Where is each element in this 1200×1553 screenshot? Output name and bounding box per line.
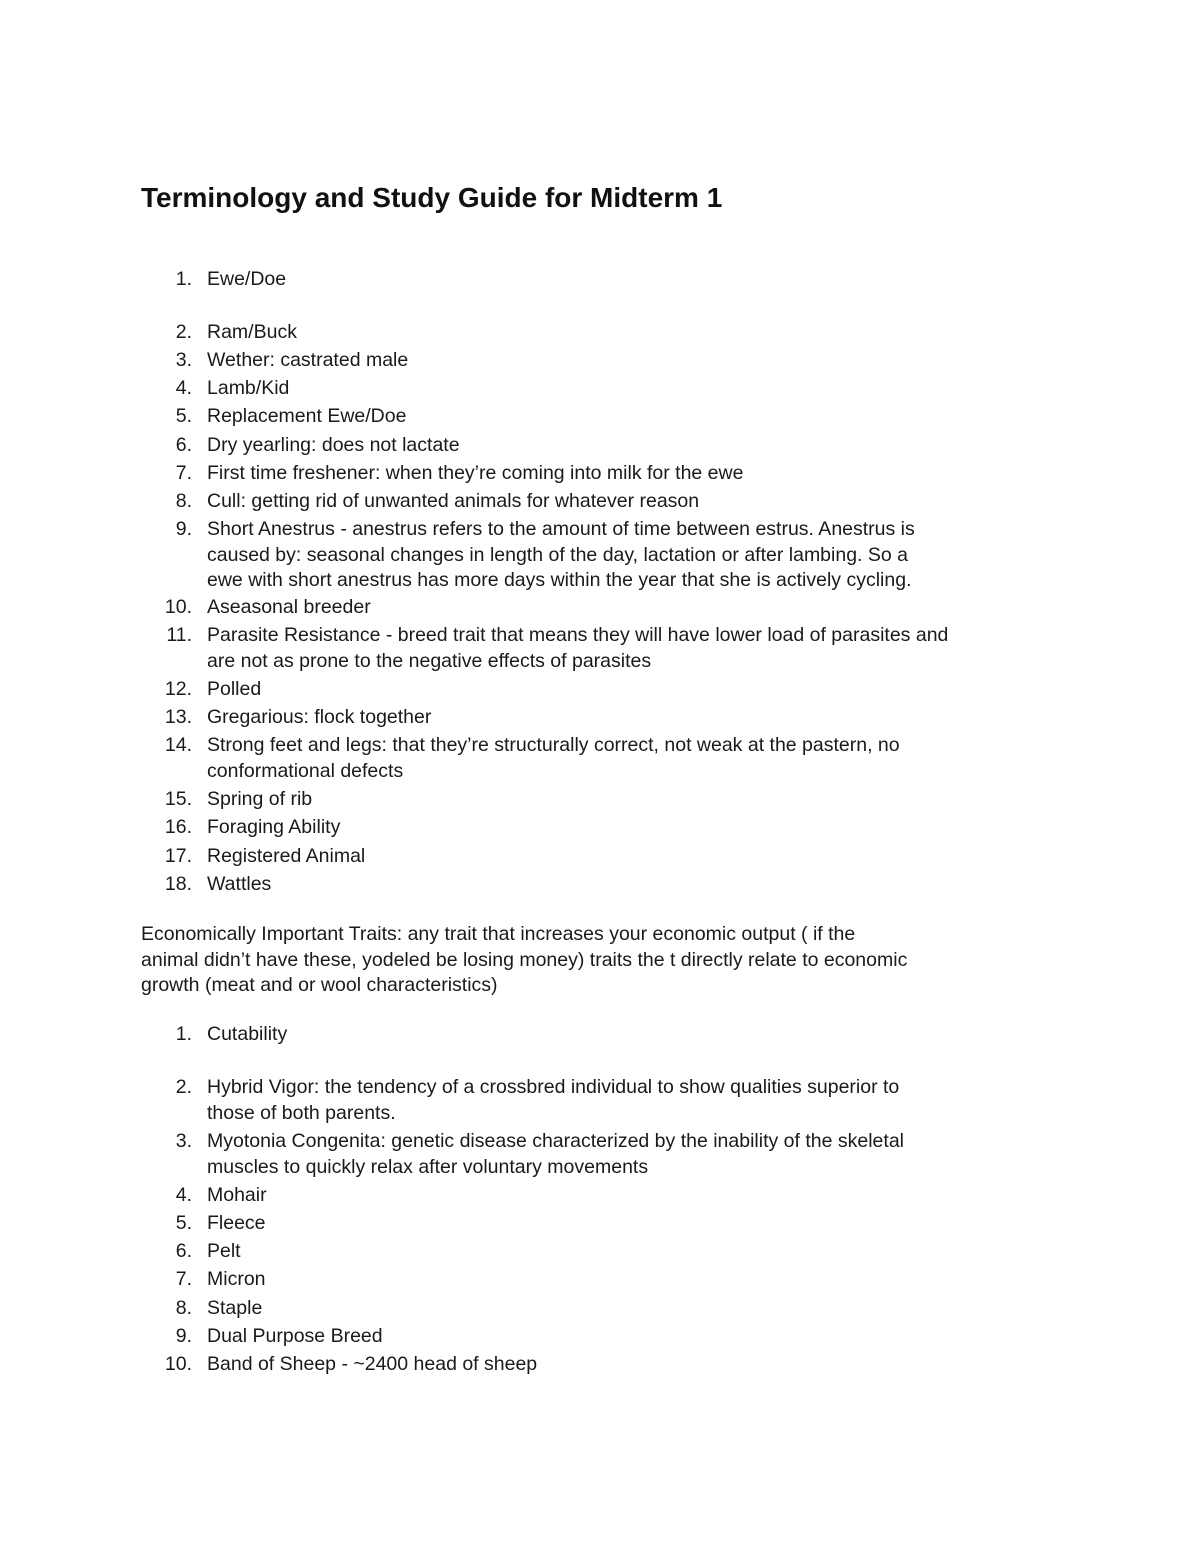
list-number: 7. — [175, 1268, 192, 1290]
list-text: Band of Sheep - ~2400 head of sheep — [207, 1353, 538, 1375]
list-text: Ewe/Doe — [207, 268, 287, 290]
list-text: Parasite Resistance - breed trait that means they will have lower load of parasites and are not as prone to the negative effects of parasites — [207, 624, 949, 672]
list-text: Pelt — [207, 1240, 241, 1262]
list-text: Dual Purpose Breed — [207, 1325, 383, 1347]
page-title: Terminology and Study Guide for Midterm 1 — [141, 182, 723, 213]
list-number: 10. — [164, 1353, 192, 1375]
list-text: Polled — [207, 678, 262, 700]
list-text: Mohair — [207, 1184, 267, 1206]
list-text: Cutability — [207, 1023, 288, 1045]
list-text: Aseasonal breeder — [207, 596, 371, 618]
list-text: Spring of rib — [207, 788, 313, 810]
list-text: Replacement Ewe/Doe — [207, 405, 407, 427]
list-text: Cull: getting rid of unwanted animals for whatever reason — [207, 490, 700, 512]
list-number: 5. — [175, 405, 192, 427]
list-number: 9. — [175, 518, 192, 540]
list-number: 17. — [164, 845, 192, 867]
list-text: Foraging Ability — [207, 816, 341, 838]
list-text: Myotonia Congenita: genetic disease characterized by the inability of the skeletal muscles to quickly relax after voluntary movements — [207, 1130, 904, 1178]
list-number: 11. — [166, 624, 192, 646]
list-text: Short Anestrus - anestrus refers to the amount of time between estrus. Anestrus is caused by: seasonal changes in length of the day, lactation or after lambing. So a ewe with short anestrus has more days within the year that she is actively cycling. — [207, 518, 915, 591]
list-number: 3. — [175, 1130, 192, 1152]
list-number: 2. — [175, 1076, 192, 1098]
list-number: 6. — [175, 1240, 192, 1262]
list-text: Fleece — [207, 1212, 266, 1234]
list-number: 8. — [175, 490, 192, 512]
list-number: 10. — [164, 596, 192, 618]
list-text: Wether: castrated male — [207, 349, 409, 371]
list-text: Wattles — [207, 873, 272, 895]
list-number: 18. — [164, 873, 192, 895]
list-number: 4. — [175, 1184, 192, 1206]
list-number: 1. — [175, 268, 192, 290]
list-number: 4. — [175, 377, 192, 399]
list-number: 6. — [175, 434, 192, 456]
list-number: 9. — [175, 1325, 192, 1347]
list-number: 15. — [164, 788, 192, 810]
list-number: 5. — [175, 1212, 192, 1234]
list-text: Strong feet and legs: that they’re structurally correct, not weak at the pastern, no conformational defects — [207, 734, 900, 782]
list-number: 1. — [175, 1023, 192, 1045]
list-number: 12. — [164, 678, 192, 700]
list-text: Micron — [207, 1268, 266, 1290]
economic-traits-paragraph: Economically Important Traits: any trait that increases your economic output ( if the animal didn’t have these, yodeled be losing money) traits the t directly relate to economic growth (meat and or wool characteristics) — [141, 923, 908, 996]
list-text: Gregarious: flock together — [207, 706, 432, 728]
list-text: Registered Animal — [207, 845, 366, 867]
list-text: First time freshener: when they’re coming into milk for the ewe — [207, 462, 744, 484]
list-number: 13. — [164, 706, 192, 728]
list-text: Staple — [207, 1297, 263, 1319]
list-number: 7. — [175, 462, 192, 484]
list-text: Ram/Buck — [207, 321, 297, 343]
list-text: Lamb/Kid — [207, 377, 290, 399]
list-number: 3. — [175, 349, 192, 371]
list-text: Hybrid Vigor: the tendency of a crossbred individual to show qualities superior to those of both parents. — [207, 1076, 900, 1124]
list-number: 8. — [175, 1297, 192, 1319]
list-text: Dry yearling: does not lactate — [207, 434, 460, 456]
list-number: 16. — [164, 816, 192, 838]
list-number: 2. — [175, 321, 192, 343]
list-number: 14. — [164, 734, 192, 756]
